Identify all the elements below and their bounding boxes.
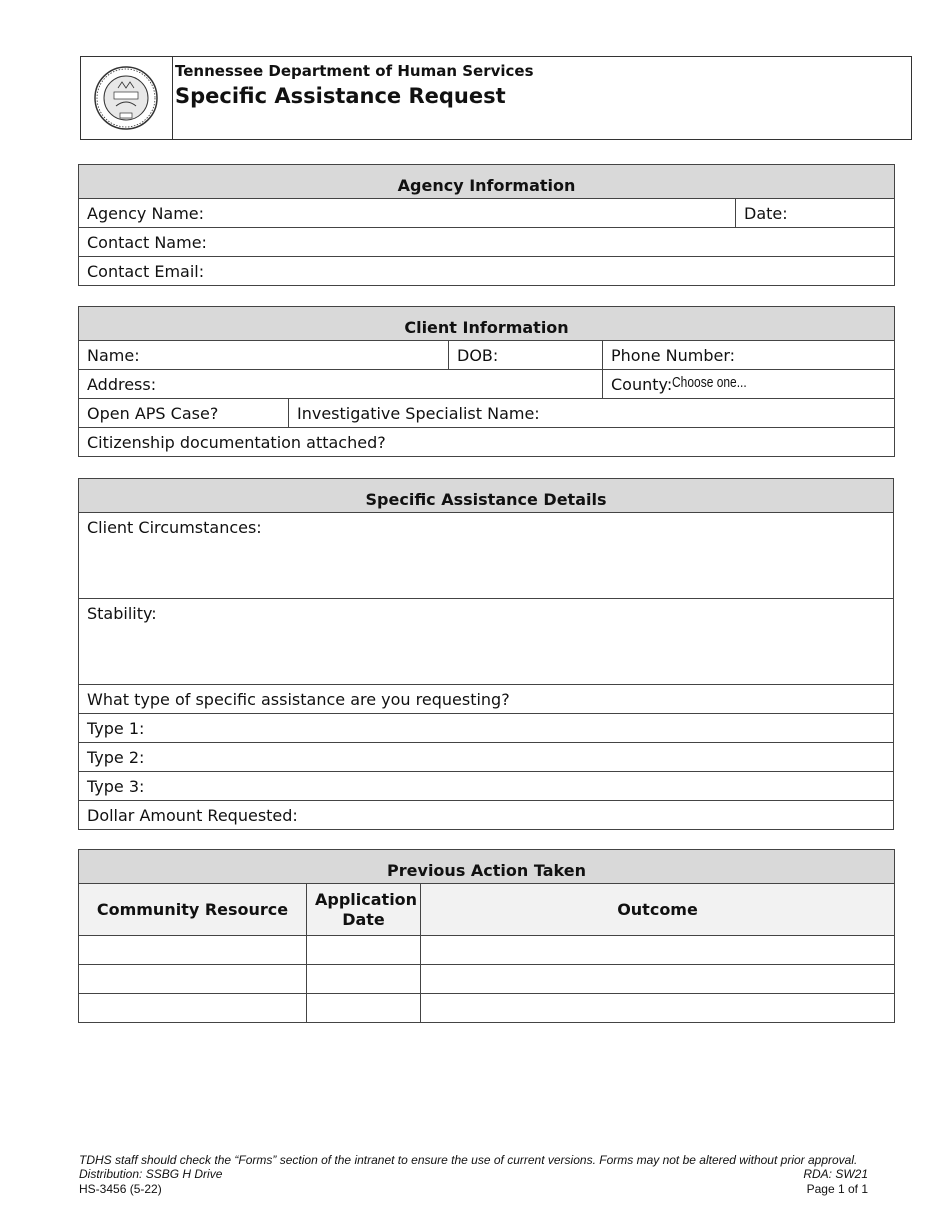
outcome-cell[interactable] [421, 936, 895, 965]
previous-action-heading: Previous Action Taken [79, 850, 895, 884]
contact-name-field[interactable]: Contact Name: [79, 228, 895, 257]
resource-cell[interactable] [79, 936, 307, 965]
client-information-heading: Client Information [79, 307, 895, 341]
department-name: Tennessee Department of Human Services [175, 62, 534, 80]
distribution-text: Distribution: SSBG H Drive [79, 1167, 223, 1181]
client-circumstances-field[interactable]: Client Circumstances: [79, 513, 894, 599]
footer-form-line [79, 1182, 884, 1196]
page-number-text: Page 1 of 1 [806, 1182, 868, 1196]
agency-information-heading: Agency Information [79, 165, 895, 199]
assistance-details-table [78, 478, 894, 830]
page-title: Specific Assistance Request [175, 84, 506, 108]
assistance-type-question: What type of specific assistance are you requesting? [79, 685, 894, 714]
agency-name-field[interactable]: Agency Name: [79, 199, 736, 228]
address-field[interactable]: Address: [79, 370, 603, 399]
type-2-field[interactable]: Type 2: [79, 743, 894, 772]
investigative-specialist-field[interactable]: Investigative Specialist Name: [289, 399, 895, 428]
phone-number-field[interactable]: Phone Number: [603, 341, 895, 370]
type-3-field[interactable]: Type 3: [79, 772, 894, 801]
resource-cell[interactable] [79, 994, 307, 1023]
application-date-header: Application Date [307, 884, 421, 936]
outcome-cell[interactable] [421, 994, 895, 1023]
date-field[interactable]: Date: [736, 199, 895, 228]
county-field[interactable] [603, 370, 895, 399]
client-name-field[interactable]: Name: [79, 341, 449, 370]
agency-information-table [78, 164, 895, 286]
assistance-details-heading: Specific Assistance Details [79, 479, 894, 513]
outcome-cell[interactable] [421, 965, 895, 994]
community-resource-header: Community Resource [79, 884, 307, 936]
contact-email-field[interactable]: Contact Email: [79, 257, 895, 286]
table-row [79, 936, 895, 965]
rda-text: RDA: SW21 [803, 1167, 868, 1181]
form-number-text: HS-3456 (5-22) [79, 1182, 162, 1196]
footer-distribution-line [79, 1167, 884, 1181]
logo-cell [81, 57, 173, 139]
date-cell[interactable] [307, 994, 421, 1023]
date-cell[interactable] [307, 965, 421, 994]
open-aps-case-field[interactable]: Open APS Case? [79, 399, 289, 428]
table-row [79, 965, 895, 994]
tennessee-seal-icon [94, 66, 158, 130]
stability-field[interactable]: Stability: [79, 599, 894, 685]
dollar-amount-field[interactable]: Dollar Amount Requested: [79, 801, 894, 830]
footer-notice: TDHS staff should check the “Forms” section of the intranet to ensure the use of current versions. Forms may not be altered without prior approval. [79, 1153, 858, 1167]
county-dropdown[interactable]: Choose one... [672, 374, 747, 391]
dob-field[interactable]: DOB: [449, 341, 603, 370]
county-label: County: [611, 375, 673, 394]
previous-action-table [78, 849, 895, 1023]
form-header [80, 56, 912, 140]
resource-cell[interactable] [79, 965, 307, 994]
type-1-field[interactable]: Type 1: [79, 714, 894, 743]
table-row [79, 994, 895, 1023]
citizenship-documentation-field[interactable]: Citizenship documentation attached? [79, 428, 895, 457]
date-cell[interactable] [307, 936, 421, 965]
client-information-table [78, 306, 895, 457]
outcome-header: Outcome [421, 884, 895, 936]
